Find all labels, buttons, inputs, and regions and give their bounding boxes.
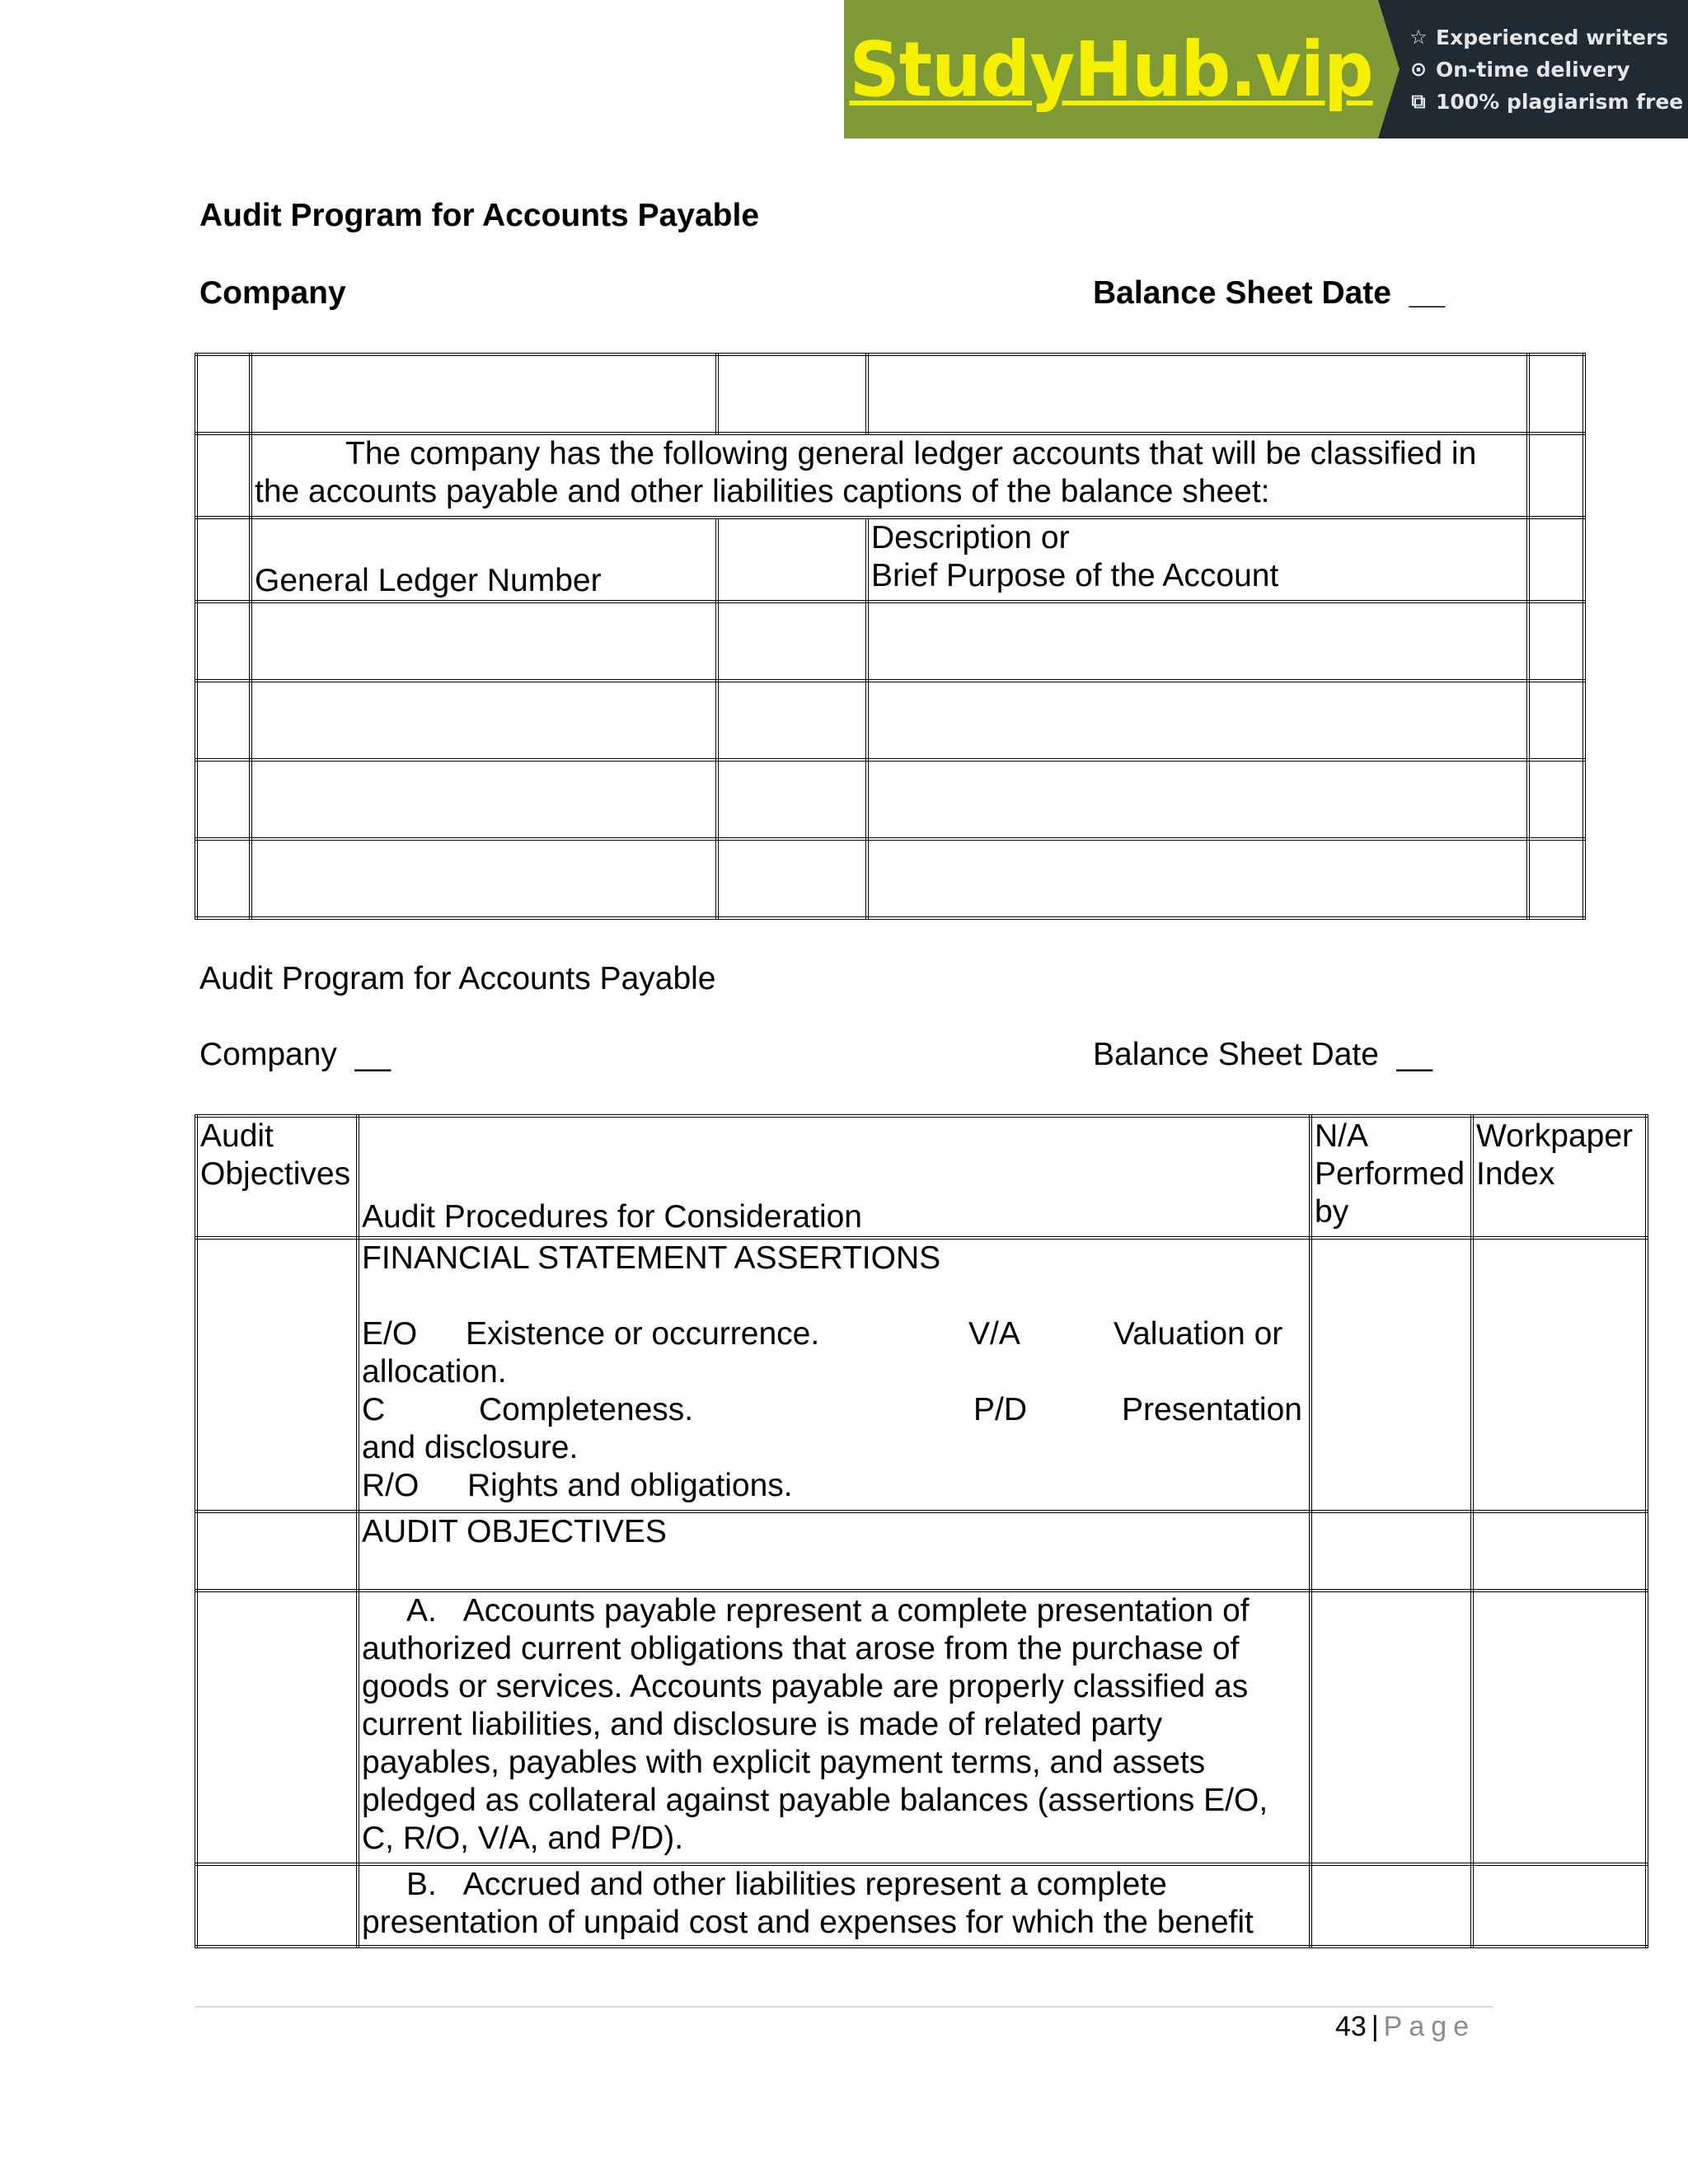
assertion-text: Completeness.	[479, 1392, 694, 1427]
assertion-text: Valuation or	[1114, 1316, 1283, 1352]
table-row	[196, 681, 1584, 760]
audit-objectives-header	[196, 1116, 358, 1238]
table-row	[196, 602, 1584, 681]
header-line: N/A	[1315, 1118, 1369, 1154]
feature-experienced-writers	[1408, 26, 1688, 49]
header-line: Workpaper	[1476, 1118, 1634, 1154]
objective-text: pledged as collateral against payable balances (assertions E/O,	[362, 1783, 1268, 1818]
balance-sheet-date-label: Balance Sheet Date __	[1093, 1037, 1432, 1072]
table-header-row	[196, 518, 1584, 602]
table-row	[196, 1238, 1647, 1511]
header-line: Audit	[200, 1118, 274, 1154]
header-line: by	[1315, 1194, 1349, 1230]
description-header-line-1: Description or	[871, 520, 1070, 555]
assertion-code: C	[362, 1392, 386, 1427]
objective-text: presentation of unpaid cost and expenses for which the benefit	[362, 1905, 1254, 1940]
assertion-text: Rights and obligations.	[467, 1468, 793, 1503]
company-label: Company	[199, 275, 346, 311]
objective-a-cell	[358, 1591, 1311, 1864]
assertion-text: Presentation	[1122, 1392, 1302, 1427]
footer-divider	[195, 2006, 1493, 2008]
table-row	[196, 760, 1584, 839]
objective-text: Accounts payable represent a complete presentation of	[462, 1593, 1250, 1629]
assertion-code: P/D	[973, 1392, 1028, 1427]
objective-letter: B.	[406, 1867, 437, 1902]
audit-objectives-title: AUDIT OBJECTIVES	[358, 1511, 1311, 1591]
banner-features	[1378, 0, 1688, 138]
table-row	[196, 1864, 1647, 1947]
intro-line-1: The company has the following general ledger accounts that will be classified in	[345, 436, 1477, 471]
clock-icon: ⊙	[1409, 58, 1428, 81]
assertions-title: FINANCIAL STATEMENT ASSERTIONS	[362, 1240, 941, 1276]
header-line: Objectives	[200, 1156, 351, 1192]
gl-accounts-table	[195, 353, 1586, 920]
banner-logo-panel	[844, 0, 1378, 138]
objective-text: payables, payables with explicit payment terms, and assets	[362, 1745, 1206, 1780]
objective-b-cell	[358, 1864, 1311, 1947]
feature-text: On-time delivery	[1436, 57, 1630, 82]
feature-on-time-delivery	[1408, 58, 1688, 82]
company-label: Company __	[199, 1037, 391, 1072]
section-title: Audit Program for Accounts Payable	[199, 961, 716, 996]
objective-text: C, R/O, V/A, and P/D).	[362, 1821, 684, 1856]
studyhub-logo[interactable]: StudyHub.vip	[849, 25, 1373, 114]
intro-cell	[251, 434, 1528, 518]
studyhub-banner[interactable]	[844, 0, 1688, 138]
objective-text: goods or services. Accounts payable are properly classified as	[362, 1669, 1249, 1704]
description-header-line-2: Brief Purpose of the Account	[871, 558, 1279, 593]
gl-number-header: General Ledger Number	[251, 518, 717, 602]
assertion-code: E/O	[362, 1316, 418, 1352]
assertion-text: allocation.	[362, 1354, 507, 1390]
na-performed-by-header	[1311, 1116, 1472, 1238]
assertion-text: and disclosure.	[362, 1430, 579, 1465]
audit-procedures-table	[195, 1114, 1648, 1948]
header-line: Index	[1476, 1156, 1555, 1192]
objective-text: authorized current obligations that arose from the purchase of	[362, 1631, 1240, 1666]
objective-text: Accrued and other liabilities represent a complete	[462, 1867, 1167, 1902]
assertion-code: R/O	[362, 1468, 420, 1503]
assertion-text: Existence or occurrence.	[466, 1316, 820, 1352]
table-row	[196, 434, 1584, 518]
workpaper-index-header	[1472, 1116, 1647, 1238]
table-row	[196, 1591, 1647, 1864]
balance-sheet-date-label: Balance Sheet Date __	[1093, 275, 1446, 311]
banner-chevron	[1378, 0, 1400, 138]
description-header	[867, 518, 1528, 602]
table-row	[196, 1511, 1647, 1591]
star-icon: ☆	[1409, 26, 1428, 49]
table-row	[196, 354, 1584, 434]
assertion-code: V/A	[968, 1316, 1020, 1352]
feature-text: Experienced writers	[1436, 25, 1669, 49]
header-line: Performed	[1315, 1156, 1465, 1192]
assertions-cell	[358, 1238, 1311, 1511]
table-row	[196, 839, 1584, 918]
audit-procedures-header: Audit Procedures for Consideration	[358, 1116, 1311, 1238]
table-header-row	[196, 1116, 1647, 1238]
page-title: Audit Program for Accounts Payable	[199, 198, 760, 233]
feature-text: 100% plagiarism free	[1436, 89, 1684, 114]
page-footer	[1335, 2011, 1475, 2043]
feature-plagiarism-free	[1408, 90, 1688, 114]
footer-separator: |	[1371, 2011, 1379, 2042]
objective-text: current liabilities, and disclosure is made of related party	[362, 1707, 1163, 1742]
page-number: 43	[1335, 2011, 1367, 2042]
page-word: Page	[1383, 2011, 1476, 2042]
copy-icon: ⧉	[1411, 90, 1426, 113]
intro-line-2: the accounts payable and other liabilities captions of the balance sheet:	[255, 474, 1270, 509]
objective-letter: A.	[406, 1593, 437, 1629]
